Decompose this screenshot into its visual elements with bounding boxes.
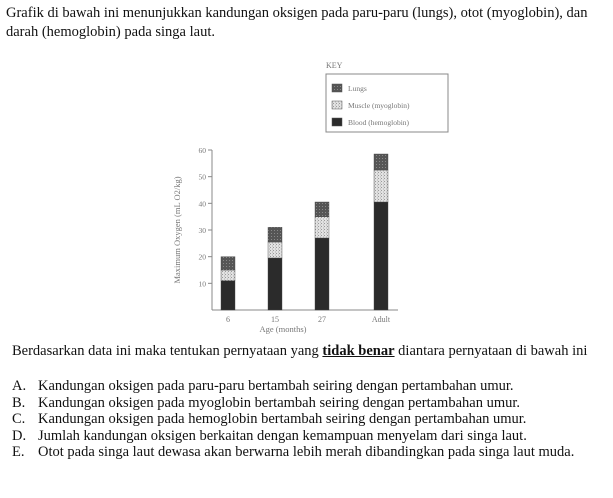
- question-emphasis: tidak benar: [322, 343, 395, 359]
- bars: [221, 154, 388, 310]
- bar-segment-6-2: [221, 257, 235, 270]
- bar-segment-15-2: [268, 227, 282, 242]
- option-letter: B.: [12, 394, 26, 411]
- legend-label: Muscle (myoglobin): [348, 101, 410, 110]
- legend-swatch: [332, 118, 342, 126]
- bar-segment-27-0: [315, 238, 329, 310]
- legend-label: Lungs: [348, 84, 367, 93]
- legend-items: [332, 84, 410, 127]
- legend-swatch: [332, 84, 342, 92]
- question-before: Berdasarkan data ini maka tentukan pernyataan yang: [12, 343, 323, 359]
- option-letter: A.: [12, 378, 27, 394]
- bar-segment-15-0: [268, 258, 282, 310]
- question-after: diantara pernyataan di bawah ini: [394, 343, 588, 359]
- legend-swatch: [332, 101, 342, 109]
- legend-title: KEY: [326, 61, 343, 70]
- y-tick-label: 20: [198, 252, 206, 262]
- x-tick-label: Adult: [371, 315, 391, 324]
- option-text: Kandungan oksigen pada hemoglobin bertambah seiring dengan pertambahan umur.: [38, 411, 527, 428]
- x-ticks: [226, 315, 391, 324]
- option-a[interactable]: [12, 378, 608, 395]
- option-letter: D.: [12, 427, 27, 444]
- option-d[interactable]: [12, 428, 608, 445]
- bar-segment-adult-2: [374, 154, 388, 170]
- option-letter: E.: [12, 444, 25, 461]
- y-tick-label: 40: [198, 199, 206, 209]
- answer-options: [12, 378, 608, 461]
- bar-segment-adult-0: [374, 202, 388, 310]
- intro-text: Grafik di bawah ini menunjukkan kandungan oksigen pada paru-paru (lungs), otot (myoglobin), dan darah (hemoglobin) pada singa laut.: [6, 5, 588, 40]
- bar-segment-27-1: [315, 217, 329, 238]
- option-text: Kandungan oksigen pada myoglobin bertambah seiring dengan pertambahan umur.: [38, 394, 520, 411]
- y-tick-label: 30: [198, 226, 206, 235]
- x-tick-label: 15: [271, 315, 279, 324]
- x-axis-label: Age (months): [259, 324, 307, 334]
- bar-segment-6-1: [221, 270, 235, 281]
- y-tick-label: 60: [198, 146, 206, 155]
- y-tick-label: 10: [198, 279, 206, 289]
- y-axis-label: Maximum Oxygen (mL O2/kg): [172, 176, 182, 284]
- option-c[interactable]: [12, 411, 608, 428]
- bar-segment-adult-1: [374, 170, 388, 202]
- oxygen-stacked-bar-chart: [168, 58, 468, 340]
- option-letter: C.: [12, 411, 26, 428]
- y-tick-label: 50: [198, 172, 206, 182]
- bar-segment-15-1: [268, 242, 282, 258]
- option-e[interactable]: [12, 444, 608, 461]
- option-text: Jumlah kandungan oksigen berkaitan dengan kemampuan menyelam dari singa laut.: [38, 427, 527, 444]
- x-tick-label: 6: [226, 315, 230, 324]
- option-b[interactable]: [12, 395, 608, 412]
- bar-segment-6-0: [221, 281, 235, 310]
- option-text: Otot pada singa laut dewasa akan berwarna lebih merah dibandingkan pada singa laut muda.: [38, 444, 575, 461]
- bar-segment-27-2: [315, 202, 329, 217]
- x-tick-label: 27: [318, 315, 326, 324]
- option-text: Kandungan oksigen pada paru-paru bertambah seiring dengan pertambahan umur.: [38, 378, 514, 394]
- question-text: [12, 343, 604, 360]
- legend-label: Blood (hemoglobin): [348, 118, 410, 127]
- y-ticks: [199, 146, 213, 288]
